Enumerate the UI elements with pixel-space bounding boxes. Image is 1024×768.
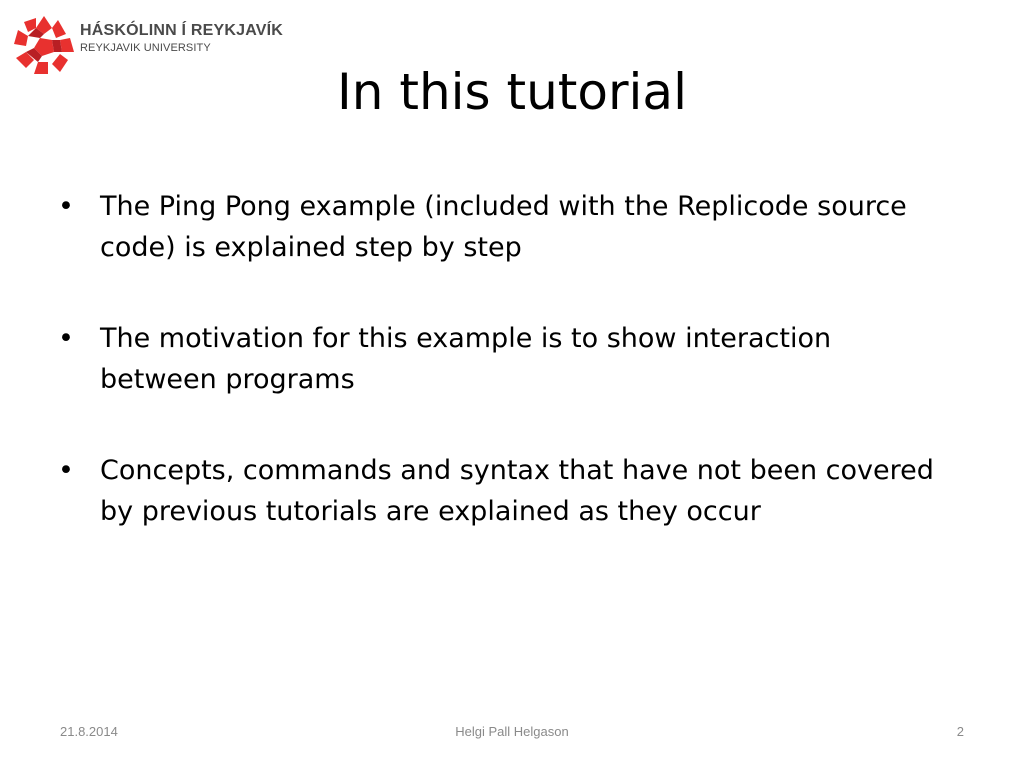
bullet-item-ping-pong (56, 186, 956, 268)
bullet-marker-icon: • (58, 323, 74, 354)
bullet-marker-icon: • (58, 191, 74, 222)
bullet-text: The Ping Pong example (included with the Replicode source code) is explained step by step (100, 191, 907, 263)
bullet-text: The motivation for this example is to show interaction between programs (100, 323, 832, 395)
bullet-item-concepts (56, 450, 956, 532)
bullet-item-motivation (56, 318, 956, 400)
bullet-list (56, 186, 956, 532)
logo-name-english: REYKJAVIK UNIVERSITY (80, 42, 211, 54)
slide-title: In this tutorial (337, 63, 687, 121)
logo-name-icelandic: HÁSKÓLINN Í REYKJAVÍK (80, 22, 284, 39)
bullet-text: Concepts, commands and syntax that have not been covered by previous tutorials are explained as they occur (100, 455, 934, 527)
footer-date: 21.8.2014 (60, 724, 118, 739)
footer-page-number: 2 (956, 724, 964, 739)
bullet-marker-icon: • (58, 455, 74, 486)
logo-wordmark (80, 23, 283, 54)
footer-author: Helgi Pall Helgason (455, 724, 569, 739)
